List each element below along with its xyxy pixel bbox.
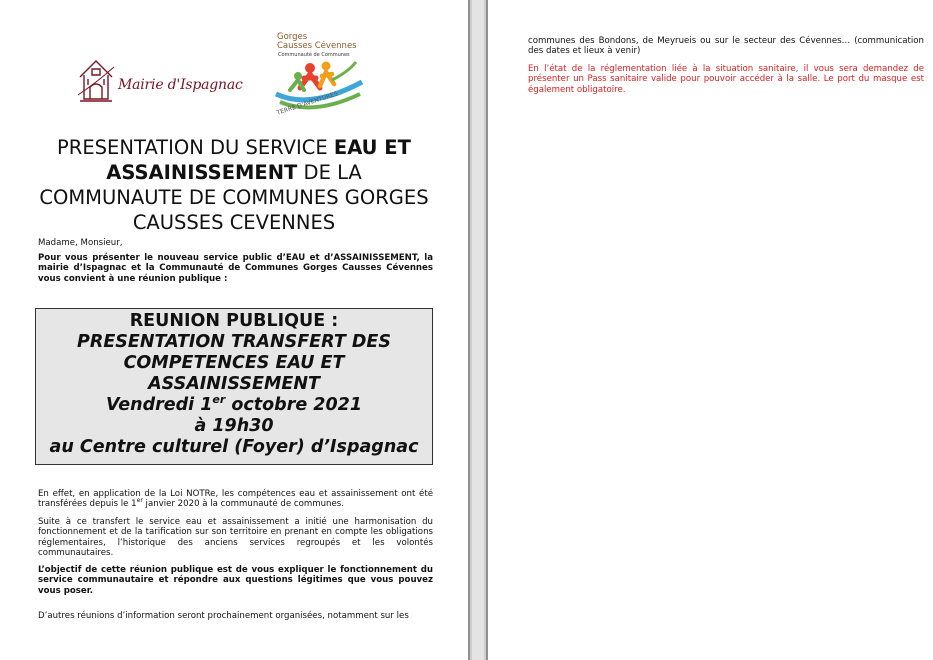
box-date-rest: octobre 2021 <box>225 395 362 415</box>
p1-text-a: En effet, en application de la Loi NOTRe, les compétences eau et assainissement ont été transférées depuis le 1 <box>38 489 433 510</box>
paragraph-continuation: communes des Bondons, de Meyrueis ou sur le secteur des Cévennes… (communication des dates et lieux à venir) <box>528 36 924 57</box>
logo-text-communaute: Communauté de Communes <box>278 52 350 58</box>
mairie-logo <box>76 55 243 105</box>
p1-sup: er <box>136 497 143 505</box>
meeting-announcement-box <box>35 308 433 465</box>
logo-tagline: TERRE D'AVENTURES <box>276 90 339 117</box>
title-bold: EAU ET ASSAINISSEMENT <box>106 136 411 184</box>
paragraph-autres-reunions: D’autres réunions d’information seront prochainement organisées, notamment sur les <box>38 611 409 621</box>
p1-text-b: janvier 2020 à la communauté de communes. <box>142 499 344 510</box>
box-time: à 19h30 <box>194 416 274 436</box>
greeting: Madame, Monsieur, <box>38 238 123 248</box>
box-line-1: PRESENTATION TRANSFERT DES <box>77 332 391 352</box>
paragraph-pass-sanitaire: En l’état de la réglementation liée à la situation sanitaire, il vous sera demandez de présenter un Pass sanitaire valide pour pouvoir accéder à la salle. Le port du masque est également obligatoire. <box>528 64 924 95</box>
box-date <box>36 395 432 416</box>
page-gutter <box>468 0 488 660</box>
town-hall-icon <box>76 55 116 103</box>
intro-paragraph: Pour vous présenter le nouveau service public d’EAU et d’ASSAINISSEMENT, la mairie d’Ispagnac et la Communauté de Communes Gorges Causses Cévennes vous convient à une réunion publique : <box>38 253 433 284</box>
logo-text-causses-cevennes: Causses Cévennes <box>277 41 357 51</box>
paragraph-objectif: L’objectif de cette réunion publique est de vous expliquer le fonctionnement du service communautaire et répondre aux questions légitimes que vous pouvez vous poser. <box>38 565 433 596</box>
box-line-2: COMPETENCES EAU ET <box>123 353 345 373</box>
mairie-name: Mairie d'Ispagnac <box>118 77 243 93</box>
title-part2: DE LA COMMUNAUTE DE COMMUNES GORGES CAUSSES CEVENNES <box>39 161 429 234</box>
paragraph-loi-notre <box>38 489 433 510</box>
box-date-day: Vendredi 1 <box>105 395 213 415</box>
box-heading: REUNION PUBLIQUE : <box>129 311 339 331</box>
paragraph-harmonisation: Suite à ce transfert le service eau et assainissement a initié une harmonisation du fonctionnement et de la tarification sur son territoire en prenant en compte les obligations réglementaires, l’historique des anciens services regroupés et les volontés communautaires. <box>38 517 433 559</box>
title-part1: PRESENTATION DU SERVICE <box>57 136 334 159</box>
box-date-sup: er <box>212 393 226 407</box>
document-page-right <box>488 0 933 660</box>
box-place: au Centre culturel (Foyer) d’Ispagnac <box>49 437 419 457</box>
logo-text-gorges: Gorges <box>277 32 308 42</box>
communaute-logo <box>270 32 370 124</box>
box-line-3: ASSAINISSEMENT <box>148 374 320 394</box>
document-title <box>34 135 434 235</box>
